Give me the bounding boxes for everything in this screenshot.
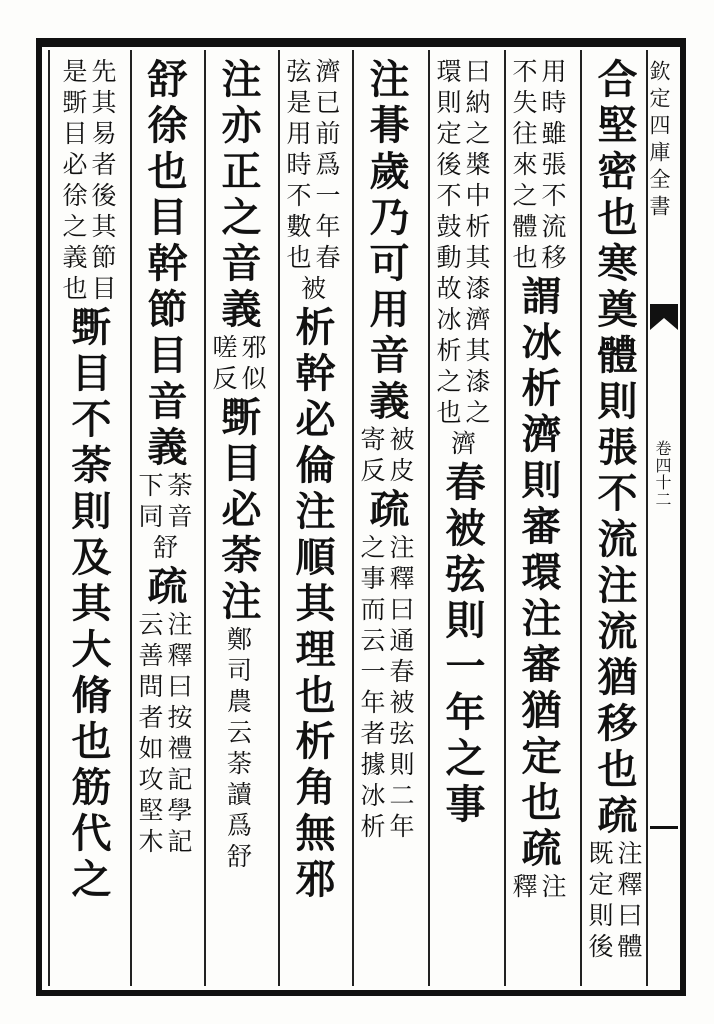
text-column	[135, 58, 193, 988]
commentary-left-line: 之事而云一年者據冰析	[357, 534, 386, 844]
text-column	[585, 58, 643, 988]
frame-bottom-border	[36, 990, 686, 996]
commentary-pair	[283, 58, 341, 275]
frame-right-border	[680, 38, 686, 996]
main-text: 斲目不荼則及其大脩也筋代之	[65, 306, 112, 904]
commentary-pair	[135, 472, 193, 534]
main-text: 注朞歲乃可用音義	[363, 58, 410, 426]
column-rule	[204, 50, 206, 986]
main-text: 舒徐也目幹節目音義	[141, 58, 188, 472]
commentary-left-line: 環則定後不鼓動故冰析之也	[433, 58, 462, 430]
commentary-pair	[357, 426, 415, 488]
commentary-right-line: 濟	[447, 430, 477, 461]
commentary-left-line: 下同	[135, 472, 164, 534]
commentary-right-line: 注釋曰體	[614, 840, 643, 964]
margin-title: 欽定四庫全書	[647, 60, 671, 222]
commentary-right-line: 荼音	[164, 472, 193, 534]
commentary-left-line: 弦是用時不數也	[283, 58, 312, 275]
commentary-pair	[436, 430, 488, 461]
commentary-left-line: 是斲目必徐之義也	[59, 58, 88, 306]
main-text: 疏	[141, 565, 188, 611]
commentary-right-line: 曰納之槳中析其漆濟其漆之	[462, 58, 491, 430]
main-text: 謂冰析濟則審環注審猶定也疏	[515, 275, 562, 873]
margin-volume: 卷四十二	[653, 440, 672, 508]
commentary-right-line: 用時雖張不流移	[538, 58, 567, 275]
commentary-pair	[59, 58, 117, 306]
commentary-pair	[585, 840, 643, 964]
fishtail-mark-icon	[648, 300, 680, 334]
commentary-right-line: 鄭司農云荼讀爲舒	[223, 626, 253, 874]
margin-mark	[650, 826, 678, 829]
commentary-left-line: 嗟反	[209, 334, 238, 396]
commentary-pair	[433, 58, 491, 430]
commentary-pair	[135, 611, 193, 859]
commentary-right-line: 注釋曰按禮記學記	[164, 611, 193, 859]
commentary-left-line: 寄反	[357, 426, 386, 488]
commentary-left-line: 釋	[509, 873, 538, 904]
commentary-left-line: 不失往來之體也	[509, 58, 538, 275]
column-rule	[428, 50, 430, 986]
column-rule	[352, 50, 354, 986]
commentary-pair	[138, 534, 190, 565]
main-text: 合堅密也寒奠體則張不流注流猶移也疏	[591, 58, 638, 840]
inner-left-rule	[48, 50, 50, 986]
main-text: 斲目必荼注	[215, 396, 262, 626]
commentary-pair	[509, 58, 567, 275]
commentary-right-line: 注釋曰通春被弦則二年	[386, 534, 415, 844]
frame-top-border	[36, 38, 686, 47]
commentary-pair	[357, 534, 415, 844]
commentary-pair	[509, 873, 567, 904]
column-rule	[130, 50, 132, 986]
commentary-right-line: 先其易者後其節目	[88, 58, 117, 306]
text-column	[509, 58, 567, 988]
main-text: 春被弦則一年之事	[439, 461, 486, 829]
column-rule	[580, 50, 582, 986]
text-column	[433, 58, 491, 988]
commentary-right-line: 邪似	[238, 334, 267, 396]
frame-left-border	[36, 38, 42, 996]
commentary-pair	[212, 626, 264, 874]
main-text: 注亦正之音義	[215, 58, 262, 334]
commentary-right-line: 被皮	[386, 426, 415, 488]
commentary-left-line: 既定則後	[585, 840, 614, 964]
commentary-left-line: 云善問者如攻堅木	[135, 611, 164, 859]
commentary-right-line: 被	[297, 275, 327, 306]
text-column	[283, 58, 341, 988]
commentary-right-line: 舒	[149, 534, 179, 565]
commentary-right-line: 濟已前爲一年春	[312, 58, 341, 275]
main-text: 疏	[363, 488, 410, 534]
commentary-right-line: 注	[538, 873, 567, 904]
text-column	[59, 58, 117, 988]
commentary-pair	[286, 275, 338, 306]
column-rule	[504, 50, 506, 986]
commentary-pair	[209, 334, 267, 396]
text-column	[209, 58, 267, 988]
text-column	[357, 58, 415, 988]
column-rule	[278, 50, 280, 986]
main-text: 析幹必倫注順其理也析角無邪	[289, 306, 336, 904]
